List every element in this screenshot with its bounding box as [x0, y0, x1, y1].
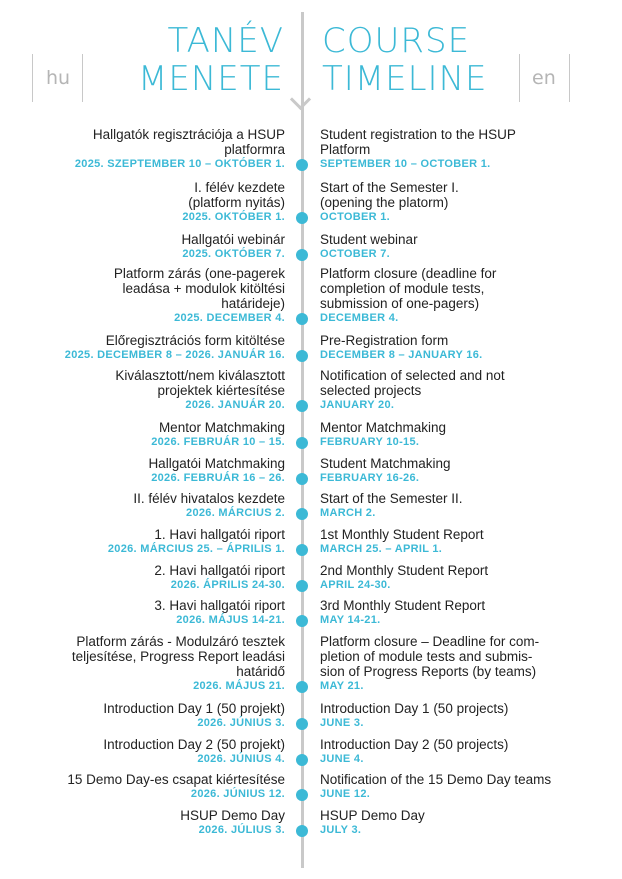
event-date-en: MARCH 25. – APRIL 1.: [320, 543, 443, 555]
event-title-en: Student Matchmaking: [320, 456, 451, 471]
event-title-hu: HSUP Demo Day: [180, 808, 285, 823]
timeline-title-en: [322, 22, 488, 98]
event-title-hu: Introduction Day 2 (50 projekt): [103, 737, 285, 752]
event-date-en: JULY 3.: [320, 824, 362, 836]
event-date-hu: 2026. JANUÁR 20.: [185, 399, 285, 411]
chevron-down-icon: [290, 89, 311, 110]
event-hu: [0, 232, 285, 261]
timeline-dot: [296, 473, 308, 485]
event-en: [320, 491, 610, 520]
event-hu: [0, 701, 285, 730]
event-title-hu: Platform zárás (one-pagerek leadása + modulok kitöltési határideje): [113, 266, 285, 311]
event-date-hu: 2026. JÚNIUS 4.: [197, 753, 285, 765]
event-date-hu: 2025. DECEMBER 8 – 2026. JANUÁR 16.: [64, 349, 285, 361]
timeline-dot: [296, 400, 308, 412]
event-en: [320, 180, 610, 224]
timeline-dot: [296, 508, 308, 520]
event-en: [320, 456, 610, 485]
event-hu: [0, 491, 285, 520]
event-date-en: MAY 21.: [320, 680, 364, 692]
timeline-dot: [296, 718, 308, 730]
event-hu: [0, 333, 285, 362]
event-title-en: 1st Monthly Student Report: [320, 527, 484, 542]
timeline-dot: [296, 615, 308, 627]
event-title-en: HSUP Demo Day: [320, 808, 425, 823]
event-en: [320, 127, 610, 171]
event-date-hu: 2025. SZEPTEMBER 10 – OKTÓBER 1.: [74, 158, 285, 170]
event-title-hu: 1. Havi hallgatói riport: [154, 527, 285, 542]
event-date-en: JUNE 12.: [320, 788, 371, 800]
event-date-hu: 2026. FEBRUÁR 10 – 15.: [151, 436, 285, 448]
event-date-en: JUNE 4.: [320, 753, 364, 765]
event-hu: [0, 180, 285, 224]
timeline-dot: [296, 544, 308, 556]
event-title-en: Pre-Registration form: [320, 333, 449, 348]
event-hu: [0, 527, 285, 556]
event-date-hu: 2026. JÚLIUS 3.: [198, 824, 285, 836]
event-hu: [0, 808, 285, 837]
event-title-hu: Hallgatók regisztrációja a HSUP platformra: [92, 127, 285, 157]
event-en: [320, 232, 610, 261]
title-hu-line1: TANÉV: [167, 21, 284, 61]
event-date-hu: 2026. MÁJUS 21.: [193, 680, 285, 692]
event-title-en: Start of the Semester II.: [320, 491, 463, 506]
event-en: [320, 772, 610, 801]
event-hu: [0, 634, 285, 693]
event-title-hu: I. félév kezdete (platform nyitás): [188, 180, 285, 210]
event-en: [320, 420, 610, 449]
event-title-hu: Introduction Day 1 (50 projekt): [103, 701, 285, 716]
event-date-hu: 2026. JÚNIUS 12.: [190, 788, 285, 800]
timeline-dot: [296, 437, 308, 449]
event-date-hu: 2025. DECEMBER 4.: [174, 312, 285, 324]
event-hu: [0, 368, 285, 412]
language-label-en: en: [519, 54, 570, 102]
event-title-hu: 3. Havi hallgatói riport: [154, 598, 285, 613]
event-en: [320, 634, 610, 693]
event-title-hu: 2. Havi hallgatói riport: [154, 563, 285, 578]
event-date-en: MAY 14-21.: [320, 614, 381, 626]
event-date-en: JUNE 3.: [320, 717, 364, 729]
event-title-hu: Hallgatói Matchmaking: [148, 456, 285, 471]
event-date-en: APRIL 24-30.: [320, 579, 391, 591]
title-en-line2: TIMELINE: [322, 59, 488, 99]
event-title-en: Student registration to the HSUP Platform: [320, 127, 516, 157]
event-en: [320, 333, 610, 362]
timeline-dot: [296, 159, 308, 171]
event-date-hu: 2026. ÁPRILIS 24-30.: [170, 579, 285, 591]
timeline-dot: [296, 789, 308, 801]
event-date-en: OCTOBER 1.: [320, 211, 391, 223]
event-en: [320, 808, 610, 837]
event-hu: [0, 127, 285, 171]
event-title-en: Mentor Matchmaking: [320, 420, 447, 435]
timeline-title-hu: [138, 22, 284, 98]
event-en: [320, 527, 610, 556]
event-title-en: Platform closure – Deadline for com- pletion of module tests and submis- sion of Progress Reports (by teams): [320, 634, 540, 679]
timeline-dot: [296, 825, 308, 837]
event-title-hu: Platform zárás - Modulzáró tesztek teljesítése, Progress Report leadási határidő: [71, 634, 285, 679]
event-title-en: 3rd Monthly Student Report: [320, 598, 486, 613]
event-date-en: DECEMBER 4.: [320, 312, 399, 324]
event-title-hu: Kiválasztott/nem kiválasztott projektek kiértesítése: [115, 368, 285, 398]
event-date-hu: 2026. MÁJUS 14-21.: [176, 614, 285, 626]
event-en: [320, 368, 610, 412]
event-date-hu: 2026. MÁRCIUS 25. – ÁPRILIS 1.: [107, 543, 285, 555]
event-hu: [0, 266, 285, 325]
title-hu-line2: MENETE: [138, 59, 284, 99]
timeline-dot: [296, 580, 308, 592]
event-title-hu: 15 Demo Day-es csapat kiértesítése: [67, 772, 285, 787]
event-en: [320, 598, 610, 627]
event-date-en: SEPTEMBER 10 – OCTOBER 1.: [320, 158, 491, 170]
event-title-en: Student webinar: [320, 232, 418, 247]
event-date-en: DECEMBER 8 – JANUARY 16.: [320, 349, 483, 361]
timeline-dot: [296, 313, 308, 325]
event-title-hu: Mentor Matchmaking: [158, 420, 285, 435]
event-title-en: Platform closure (deadline for completion of module tests, submission of one-pagers): [320, 266, 497, 311]
title-en-line1: COURSE: [322, 21, 471, 61]
event-title-en: Notification of selected and not selected projects: [320, 368, 505, 398]
event-date-en: FEBRUARY 16-26.: [320, 472, 420, 484]
event-hu: [0, 420, 285, 449]
event-hu: [0, 456, 285, 485]
event-date-hu: 2026. MÁRCIUS 2.: [186, 507, 285, 519]
event-en: [320, 701, 610, 730]
event-title-en: 2nd Monthly Student Report: [320, 563, 489, 578]
event-date-en: MARCH 2.: [320, 507, 376, 519]
event-en: [320, 563, 610, 592]
event-date-hu: 2025. OKTÓBER 7.: [182, 248, 285, 260]
event-title-hu: II. félév hivatalos kezdete: [133, 491, 285, 506]
event-date-en: JANUARY 20.: [320, 399, 395, 411]
event-en: [320, 737, 610, 766]
event-date-en: FEBRUARY 10-15.: [320, 436, 420, 448]
event-hu: [0, 563, 285, 592]
timeline-dot: [296, 681, 308, 693]
event-hu: [0, 737, 285, 766]
timeline-dot: [296, 249, 308, 261]
event-date-en: OCTOBER 7.: [320, 248, 391, 260]
event-hu: [0, 772, 285, 801]
event-title-en: Introduction Day 1 (50 projects): [320, 701, 509, 716]
event-title-hu: Hallgatói webinár: [181, 232, 285, 247]
event-title-en: Introduction Day 2 (50 projects): [320, 737, 509, 752]
event-date-hu: 2026. JÚNIUS 3.: [197, 717, 285, 729]
event-title-hu: Előregisztrációs form kitöltése: [105, 333, 285, 348]
timeline-dot: [296, 212, 308, 224]
language-label-hu: hu: [32, 54, 83, 102]
event-date-hu: 2025. OKTÓBER 1.: [182, 211, 285, 223]
event-title-en: Notification of the 15 Demo Day teams: [320, 772, 552, 787]
timeline-dot: [296, 350, 308, 362]
event-date-hu: 2026. FEBRUÁR 16 – 26.: [151, 472, 285, 484]
event-hu: [0, 598, 285, 627]
timeline-dot: [296, 754, 308, 766]
event-title-en: Start of the Semester I. (opening the platorm): [320, 180, 459, 210]
event-en: [320, 266, 610, 325]
